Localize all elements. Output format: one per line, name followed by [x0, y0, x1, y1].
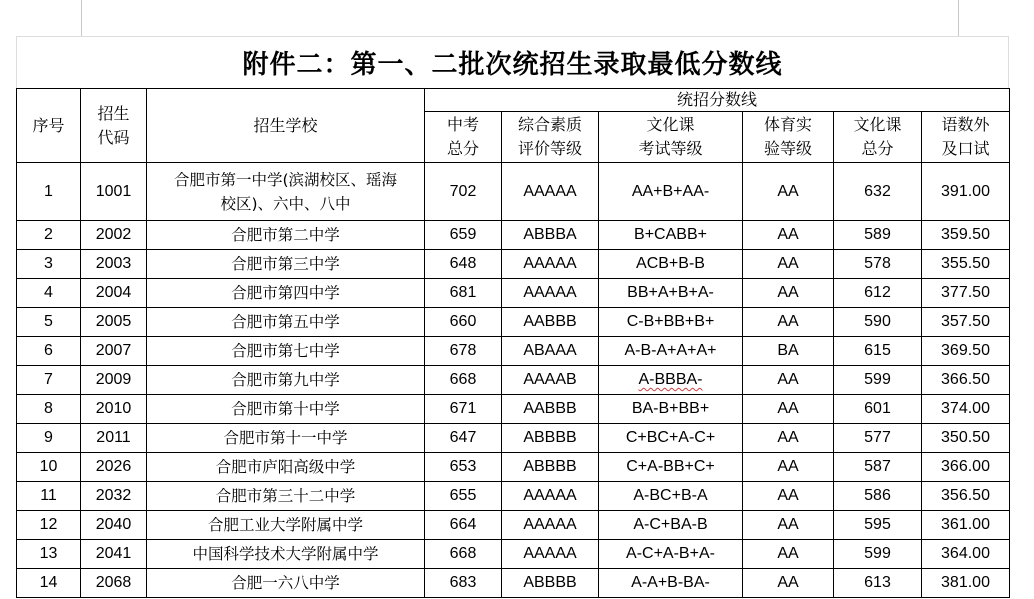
header-score-group: 统招分数线: [425, 89, 1010, 112]
cell-exam-total: 648: [425, 250, 502, 279]
cell-quality: AAAAB: [502, 366, 599, 395]
table-row: [17, 163, 1010, 221]
cell-quality: ABBBB: [502, 424, 599, 453]
cell-code: 1001: [81, 163, 147, 221]
cell-seq: 14: [17, 569, 81, 598]
cell-pe-grade: BA: [743, 337, 834, 366]
cell-code: 2041: [81, 540, 147, 569]
cell-pe-grade: AA: [743, 453, 834, 482]
header-pe-grade: 体育实 验等级: [743, 112, 834, 163]
cell-quality: AABBB: [502, 395, 599, 424]
header-school: 招生学校: [147, 89, 425, 163]
cell-exam-total: 647: [425, 424, 502, 453]
cell-quality: AAAAA: [502, 540, 599, 569]
cell-lang-oral: 364.00: [922, 540, 1010, 569]
table-row: [17, 308, 1010, 337]
cell-exam-total: 681: [425, 279, 502, 308]
cell-culture-total: 587: [834, 453, 922, 482]
cell-pe-grade: AA: [743, 221, 834, 250]
cell-code: 2009: [81, 366, 147, 395]
cell-seq: 10: [17, 453, 81, 482]
cell-culture-total: 595: [834, 511, 922, 540]
cell-culture-grade: [599, 163, 743, 221]
cell-pe-grade: AA: [743, 366, 834, 395]
table-row: [17, 221, 1010, 250]
table-row: [17, 540, 1010, 569]
cell-code: 2005: [81, 308, 147, 337]
cell-lang-oral: 361.00: [922, 511, 1010, 540]
header-code: 招生 代码: [81, 89, 147, 163]
header-row-1: [17, 89, 1010, 112]
cell-lang-oral: 355.50: [922, 250, 1010, 279]
cell-exam-total: 659: [425, 221, 502, 250]
cell-culture-total: 612: [834, 279, 922, 308]
table-row: [17, 511, 1010, 540]
cell-culture-total: 586: [834, 482, 922, 511]
cell-lang-oral: 369.50: [922, 337, 1010, 366]
cell-lang-oral: 350.50: [922, 424, 1010, 453]
cell-code: 2002: [81, 221, 147, 250]
cell-quality: AAAAA: [502, 250, 599, 279]
table-row: [17, 366, 1010, 395]
cell-pe-grade: AA: [743, 511, 834, 540]
cell-lang-oral: 357.50: [922, 308, 1010, 337]
cell-culture-grade: B+CABB+: [599, 221, 743, 250]
cell-seq: 12: [17, 511, 81, 540]
cell-lang-oral: 374.00: [922, 395, 1010, 424]
cell-lang-oral: 356.50: [922, 482, 1010, 511]
cell-seq: 1: [17, 163, 81, 221]
table-row: [17, 250, 1010, 279]
cell-exam-total: 671: [425, 395, 502, 424]
cell-culture-total: 590: [834, 308, 922, 337]
cell-school: 合肥市第三十二中学: [147, 482, 425, 511]
page-corner-guide-right: [958, 0, 959, 36]
cell-culture-total: 599: [834, 366, 922, 395]
cell-culture-grade: [599, 366, 743, 395]
table-row: [17, 279, 1010, 308]
cell-school: 合肥市第十一中学: [147, 424, 425, 453]
cell-quality: ABBBB: [502, 453, 599, 482]
cell-school: 合肥市庐阳高级中学: [147, 453, 425, 482]
cell-seq: 13: [17, 540, 81, 569]
cell-quality: AABBB: [502, 308, 599, 337]
cell-culture-total: 601: [834, 395, 922, 424]
cell-school: 中国科学技术大学附属中学: [147, 540, 425, 569]
header-culture-total: 文化课 总分: [834, 112, 922, 163]
cell-quality: ABBBA: [502, 221, 599, 250]
cell-seq: 8: [17, 395, 81, 424]
cell-exam-total: 664: [425, 511, 502, 540]
cell-school: 合肥市第三中学: [147, 250, 425, 279]
cell-quality: AAAAA: [502, 511, 599, 540]
cell-code: 2040: [81, 511, 147, 540]
cell-quality: AAAAA: [502, 482, 599, 511]
cell-school: 合肥市第七中学: [147, 337, 425, 366]
cell-code: 2011: [81, 424, 147, 453]
culture-grade-text: AA+B+AA-: [631, 182, 710, 200]
header-culture-grade: 文化课 考试等级: [599, 112, 743, 163]
cell-culture-total: 632: [834, 163, 922, 221]
cell-culture-grade: A-C+A-B+A-: [599, 540, 743, 569]
cell-code: 2068: [81, 569, 147, 598]
cell-seq: 2: [17, 221, 81, 250]
table-row: [17, 424, 1010, 453]
page-title: 附件二：第一、二批次统招生录取最低分数线: [242, 50, 783, 80]
cell-pe-grade: AA: [743, 482, 834, 511]
cell-exam-total: 683: [425, 569, 502, 598]
cell-seq: 6: [17, 337, 81, 366]
cell-school: 合肥一六八中学: [147, 569, 425, 598]
cell-culture-grade: A-A+B-BA-: [599, 569, 743, 598]
header-seq: 序号: [17, 89, 81, 163]
cell-pe-grade: AA: [743, 424, 834, 453]
cell-exam-total: 702: [425, 163, 502, 221]
cell-culture-grade: C+BC+A-C+: [599, 424, 743, 453]
cell-code: 2032: [81, 482, 147, 511]
cell-culture-grade: ACB+B-B: [599, 250, 743, 279]
cell-exam-total: 660: [425, 308, 502, 337]
cell-culture-total: 577: [834, 424, 922, 453]
cell-school: 合肥市第五中学: [147, 308, 425, 337]
cell-exam-total: 668: [425, 366, 502, 395]
cell-culture-total: 599: [834, 540, 922, 569]
cell-lang-oral: 391.00: [922, 163, 1010, 221]
table-row: [17, 337, 1010, 366]
cell-quality: ABAAA: [502, 337, 599, 366]
cell-exam-total: 655: [425, 482, 502, 511]
cell-exam-total: 678: [425, 337, 502, 366]
cell-culture-grade: C-B+BB+B+: [599, 308, 743, 337]
table-row: [17, 395, 1010, 424]
header-lang-oral: 语数外 及口试: [922, 112, 1010, 163]
cell-pe-grade: AA: [743, 540, 834, 569]
header-quality: 综合素质 评价等级: [502, 112, 599, 163]
culture-grade-text: A-BBBA-: [638, 371, 703, 388]
cell-culture-total: 615: [834, 337, 922, 366]
cell-culture-grade: BA-B+BB+: [599, 395, 743, 424]
cell-code: 2010: [81, 395, 147, 424]
cell-school: 合肥市第一中学(滨湖校区、瑶海 校区)、六中、八中: [147, 163, 425, 221]
cell-seq: 9: [17, 424, 81, 453]
title-box: [16, 36, 1009, 88]
cell-lang-oral: 381.00: [922, 569, 1010, 598]
cell-lang-oral: 366.50: [922, 366, 1010, 395]
cell-pe-grade: AA: [743, 163, 834, 221]
cell-quality: AAAAA: [502, 163, 599, 221]
cell-seq: 5: [17, 308, 81, 337]
cell-pe-grade: AA: [743, 395, 834, 424]
table-row: [17, 482, 1010, 511]
cell-lang-oral: 377.50: [922, 279, 1010, 308]
cell-seq: 4: [17, 279, 81, 308]
table-row: [17, 453, 1010, 482]
cell-code: 2007: [81, 337, 147, 366]
score-table: [16, 88, 1010, 598]
cell-exam-total: 668: [425, 540, 502, 569]
cell-pe-grade: AA: [743, 569, 834, 598]
cell-seq: 7: [17, 366, 81, 395]
cell-school: 合肥市第十中学: [147, 395, 425, 424]
cell-school: 合肥工业大学附属中学: [147, 511, 425, 540]
cell-culture-total: 589: [834, 221, 922, 250]
page-corner-guide-left: [81, 0, 82, 36]
cell-school: 合肥市第四中学: [147, 279, 425, 308]
cell-pe-grade: AA: [743, 250, 834, 279]
cell-lang-oral: 359.50: [922, 221, 1010, 250]
cell-code: 2003: [81, 250, 147, 279]
cell-lang-oral: 366.00: [922, 453, 1010, 482]
cell-quality: ABBBB: [502, 569, 599, 598]
cell-school: 合肥市第九中学: [147, 366, 425, 395]
cell-seq: 3: [17, 250, 81, 279]
cell-quality: AAAAA: [502, 279, 599, 308]
header-exam-total: 中考 总分: [425, 112, 502, 163]
table-row: [17, 569, 1010, 598]
cell-school: 合肥市第二中学: [147, 221, 425, 250]
cell-culture-grade: A-C+BA-B: [599, 511, 743, 540]
cell-pe-grade: AA: [743, 279, 834, 308]
cell-seq: 11: [17, 482, 81, 511]
cell-culture-grade: C+A-BB+C+: [599, 453, 743, 482]
cell-culture-total: 578: [834, 250, 922, 279]
cell-culture-grade: A-B-A+A+A+: [599, 337, 743, 366]
cell-culture-grade: BB+A+B+A-: [599, 279, 743, 308]
cell-pe-grade: AA: [743, 308, 834, 337]
cell-culture-total: 613: [834, 569, 922, 598]
cell-exam-total: 653: [425, 453, 502, 482]
cell-culture-grade: A-BC+B-A: [599, 482, 743, 511]
cell-code: 2004: [81, 279, 147, 308]
cell-code: 2026: [81, 453, 147, 482]
